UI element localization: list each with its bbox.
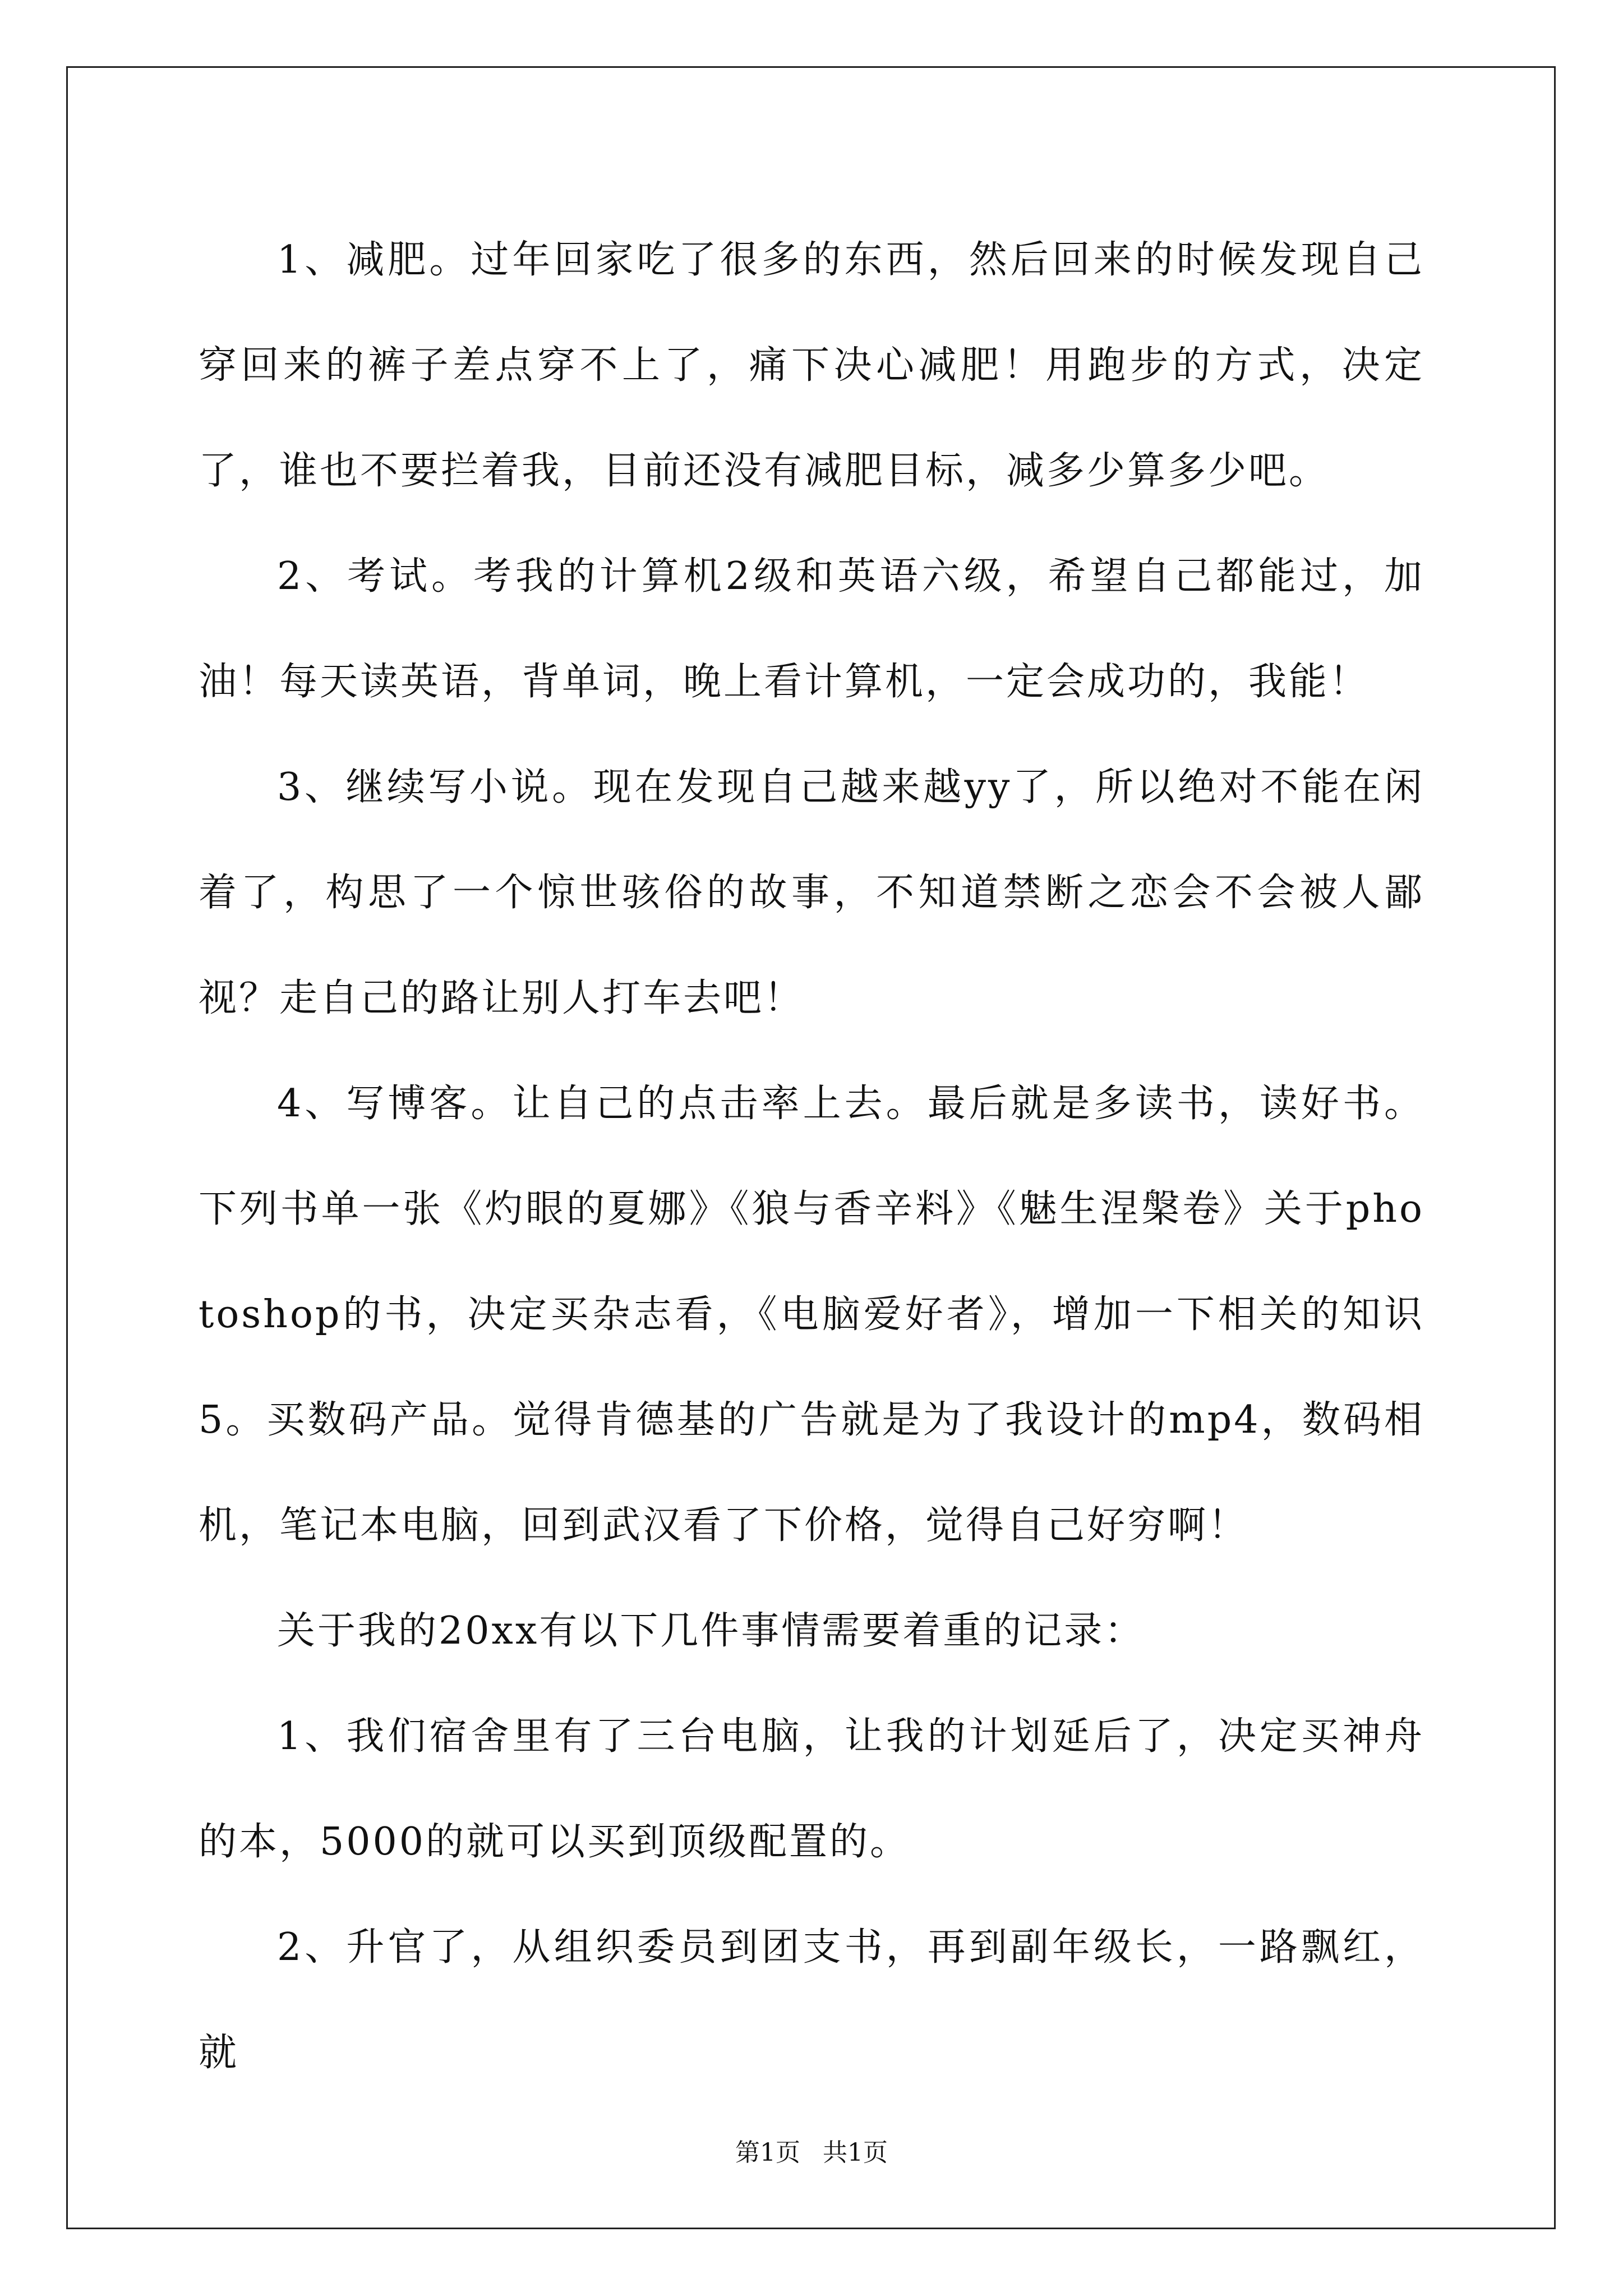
paragraph-1: 1、减肥。过年回家吃了很多的东西，然后回来的时候发现自己穿回来的裤子差点穿不上了，痛下决心减肥！用跑步的方式，决定了，谁也不要拦着我，目前还没有减肥目标，减多少算多少吧。: [199, 238, 1424, 493]
document-body: [199, 208, 1424, 2106]
page-number: 第1页: [735, 2138, 800, 2167]
page-footer: [0, 2136, 1623, 2170]
paragraph-6: 1、我们宿舍里有了三台电脑，让我的计划延后了，决定买神舟的本，5000的就可以买到顶级配置的。: [199, 1714, 1424, 1864]
page-total: 共1页: [823, 2138, 888, 2167]
paragraph-4: 4、写博客。让自己的点击率上去。最后就是多读书，读好书。下列书单一张《灼眼的夏娜》《狼与香辛料》《魅生涅槃卷》关于photoshop的书，决定买杂志看，《电脑爱好者》，增加一下相关的知识5。买数码产品。觉得肯德基的广告就是为了我设计的mp4，数码相机，笔记本电脑，回到武汉看了下价格，觉得自己好穷啊！: [199, 1082, 1424, 1548]
paragraph-7: 2、升官了，从组织委员到团支书，再到副年级长，一路飘红，就: [199, 1925, 1424, 2075]
paragraph-2: 2、考试。考我的计算机2级和英语六级，希望自己都能过，加油！每天读英语，背单词，晚上看计算机，一定会成功的，我能！: [199, 554, 1424, 704]
paragraph-3: 3、继续写小说。现在发现自己越来越yy了，所以绝对不能在闲着了，构思了一个惊世骇俗的故事，不知道禁断之恋会不会被人鄙视？走自己的路让别人打车去吧！: [199, 765, 1424, 1020]
paragraph-5: 关于我的20xx有以下几件事情需要着重的记录：: [277, 1609, 1145, 1653]
